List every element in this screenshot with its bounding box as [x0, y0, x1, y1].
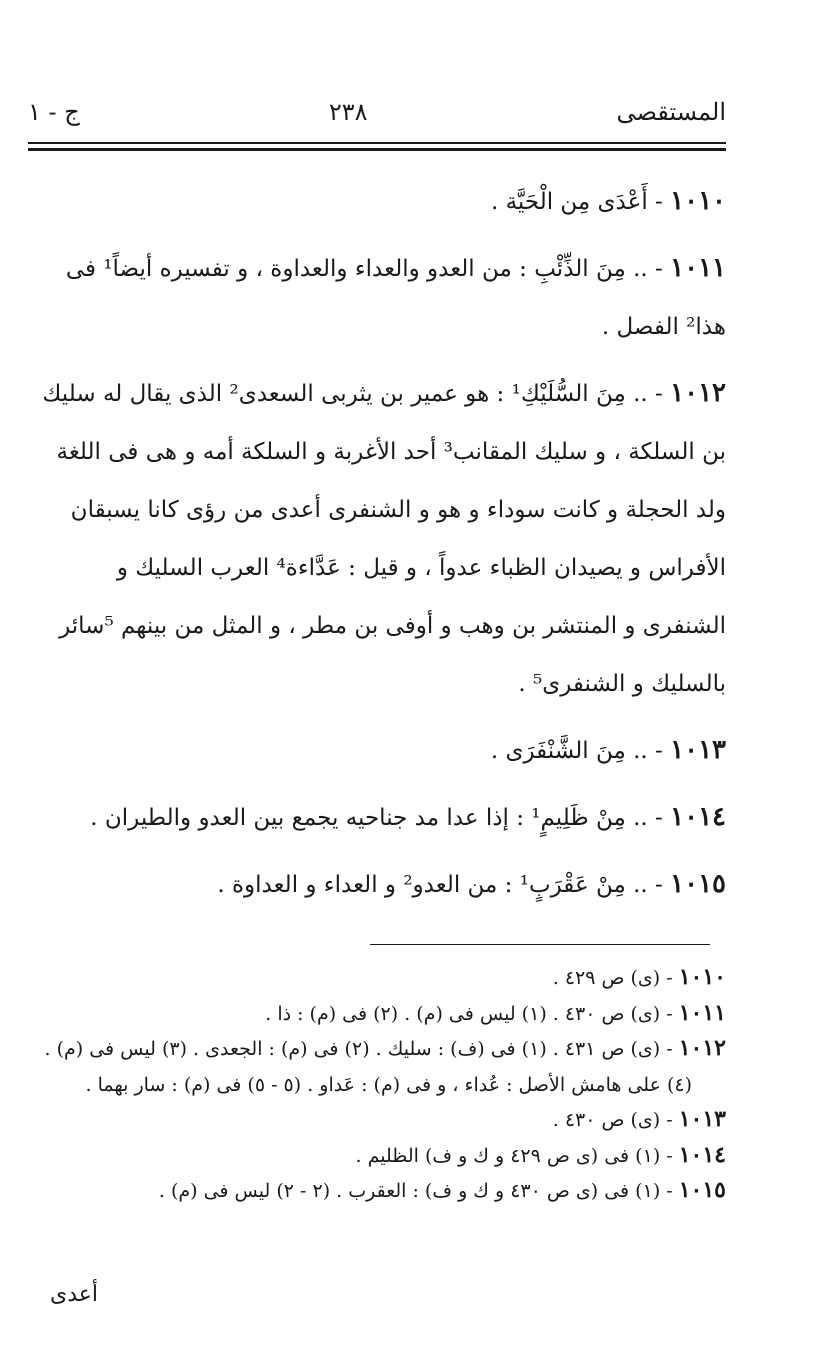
entry-number: ١٠١٥ [670, 869, 726, 899]
footnote-line [36, 1067, 726, 1103]
entry [36, 855, 726, 914]
footnote-line [36, 1173, 726, 1209]
entry [36, 721, 726, 780]
entry [36, 239, 726, 356]
footnote-separator [370, 944, 710, 945]
entry-text: - .. مِنْ عَقْرَبٍ¹ : من العدو² و العداء و العداوة . [217, 872, 663, 898]
volume-label: ج - ١ [28, 98, 80, 126]
entries-body [36, 172, 726, 922]
page-header [28, 92, 726, 132]
entry-number: ١٠١٤ [670, 802, 726, 832]
footnote-number: ١٠١٢ [678, 1035, 726, 1061]
entry-text: - أَعْدَى مِن الْحَيَّة . [490, 189, 663, 215]
footnote-number: ١٠١٣ [678, 1106, 726, 1132]
footnote-number: ١٠١١ [678, 999, 726, 1026]
footnote-number: ١٠١٥ [678, 1177, 726, 1203]
footnotes [36, 960, 726, 1209]
footnote-text: - (١) فى (ى ص ٤٢٩ و ك و ف) الظليم . [355, 1144, 673, 1167]
footnote-text: - (ى) ص ٤٣٠ . [552, 1109, 673, 1131]
entry-text: - .. مِنْ ظَلِيمٍ¹ : إذا عدا مد جناحيه يجمع بين العدو والطيران . [90, 805, 663, 831]
footnote-text: (٤) على هامش الأصل : عُداء ، و فى (م) : عَداو . (٥ - ٥) فى (م) : سار بهما . [85, 1073, 692, 1096]
entry-number: ١٠١١ [670, 253, 726, 283]
footnote-line [36, 996, 726, 1032]
header-rule-thick [28, 148, 726, 151]
footnote-line [36, 960, 726, 996]
entry [36, 172, 726, 231]
entry-text: - .. مِنَ السُّلَيْكِ¹ : هو عمير بن يثربى السعدى² الذى يقال له سليك بن السلكة ، و سليك المقانب³ أحد الأغربة و السلكة أمه و هى فى اللغة ولد الحجلة و كانت سوداء و هو و الشنفرى أعدى من رؤى كانا يسبقان الأفراس و يصيدان الظباء عدواً ، و قيل : عَدَّاءة⁴ العرب السليك و الشنفرى و المنتشر بن وهب و أوفى بن مطر ، و المثل من بينهم ⁵سائر بالسليك و الشنفرى⁵ . [42, 381, 726, 697]
footnote-line [36, 1138, 726, 1174]
entry-text: - .. مِنَ الشَّنْفَرَى . [490, 738, 663, 764]
entry [36, 364, 726, 713]
entry-number: ١٠١٣ [670, 735, 726, 765]
catchword: أعدى [50, 1282, 99, 1307]
footnote-line [36, 1031, 726, 1067]
header-rule-thin [28, 142, 726, 144]
footnote-number: ١٠١٤ [678, 1141, 726, 1168]
footnote-text: - (ى) ص ٤٣١ . (١) فى (ف) : سليك . (٢) فى (م) : الجعدى . (٣) ليس فى (م) . [44, 1038, 673, 1060]
footnote-text: - (ى) ص ٤٢٩ . [552, 967, 673, 989]
footnote-text: - (١) فى (ى ص ٤٣٠ و ك و ف) : العقرب . (٢ - ٢) ليس فى (م) . [158, 1180, 673, 1202]
entry-number: ١٠١٠ [670, 186, 726, 216]
page-number: ٢٣٨ [328, 98, 368, 126]
running-title: المستقصى [616, 98, 726, 126]
entry-text: - .. مِنَ الذِّئْبِ : من العدو والعداء والعداوة ، و تفسيره أيضاً¹ فى هذا² الفصل . [65, 256, 726, 340]
footnote-number: ١٠١٠ [678, 964, 726, 990]
entry-number: ١٠١٢ [670, 378, 726, 408]
footnote-line [36, 1102, 726, 1138]
footnote-text: - (ى) ص ٤٣٠ . (١) ليس فى (م) . (٢) فى (م) : ذا . [265, 1002, 673, 1025]
entry [36, 788, 726, 847]
